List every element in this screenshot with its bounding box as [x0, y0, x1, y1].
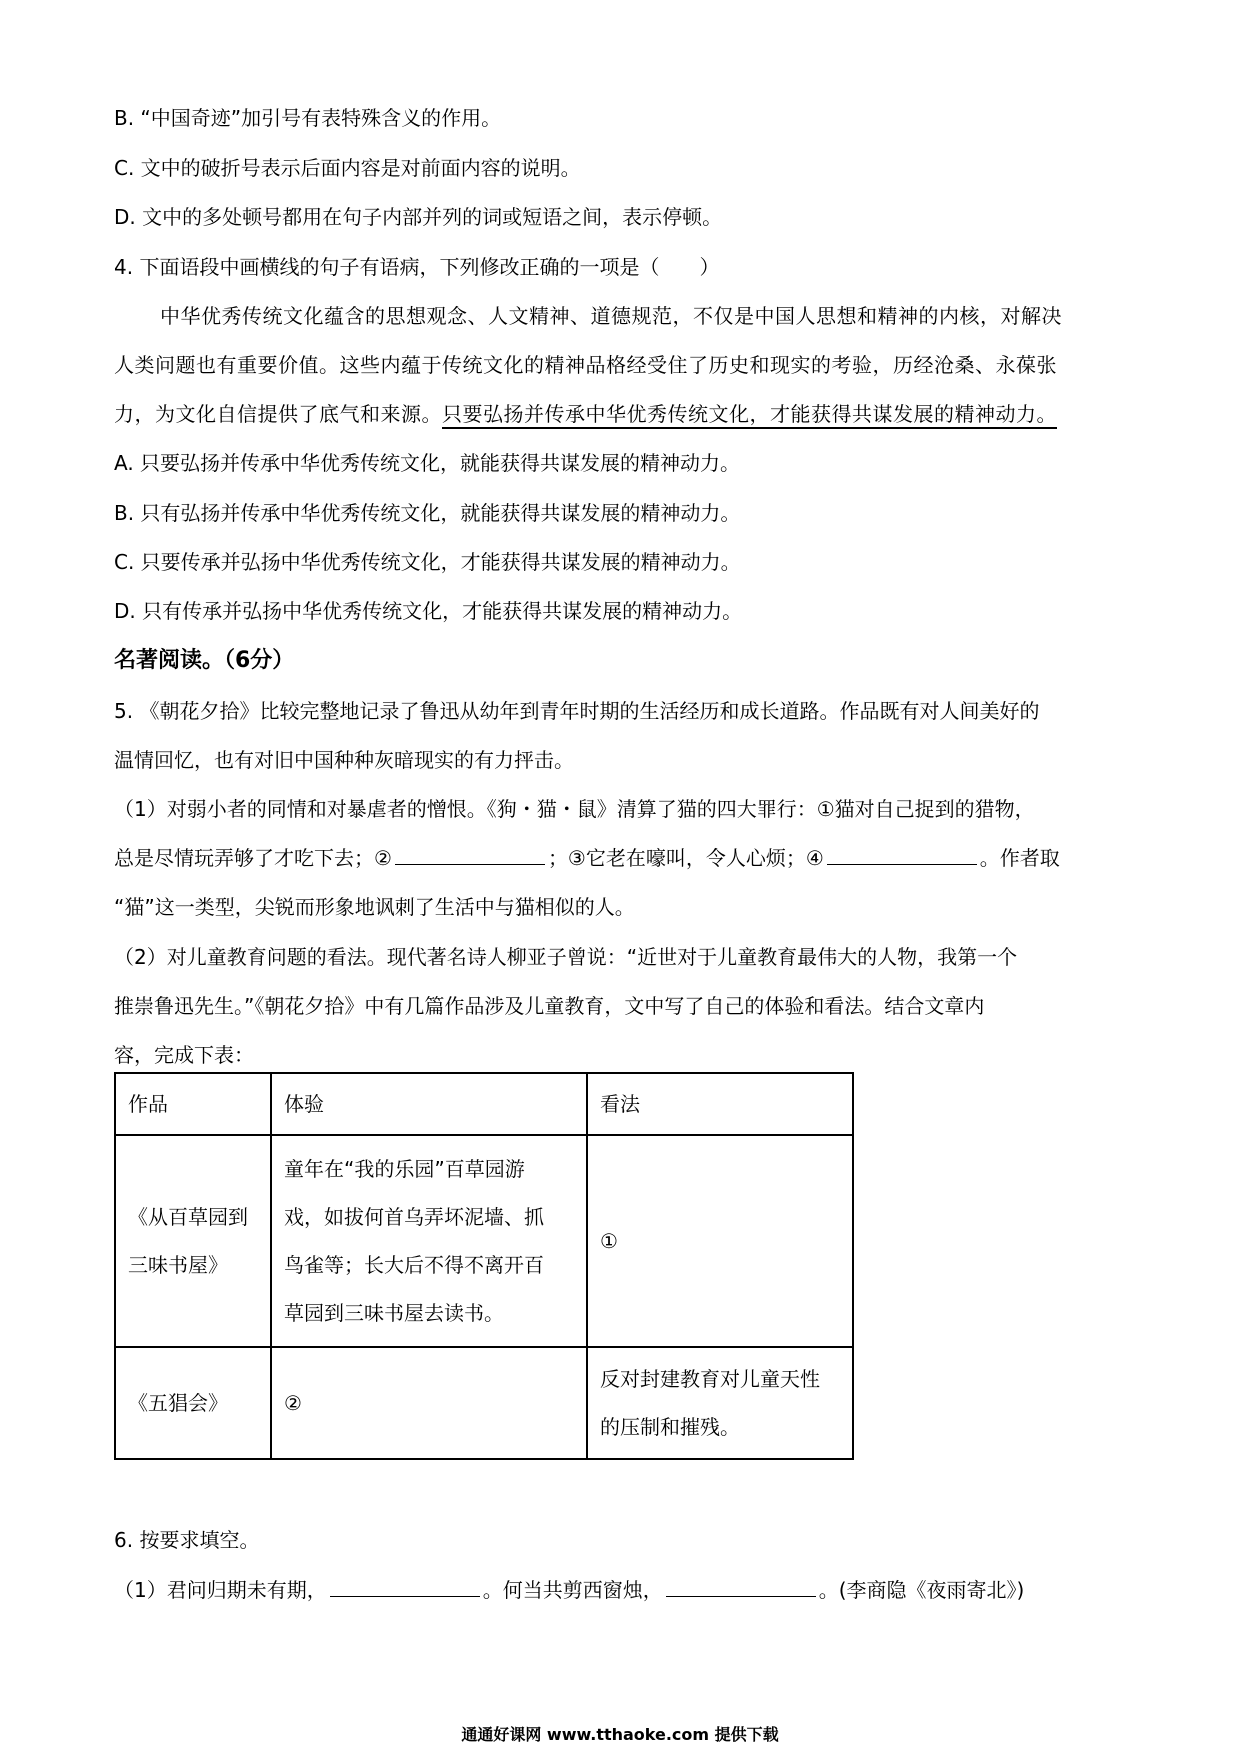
question-5-part-2-line-1: （2）对儿童教育问题的看法。现代著名诗人柳亚子曾说：“近世对于儿童教育最伟大的人物，我第一个: [114, 945, 1018, 969]
answer-blank[interactable]: [666, 1576, 816, 1597]
table-cell-work: 《五猖会》: [115, 1347, 271, 1459]
cell-line: 鸟雀等；长大后不得不离开百: [284, 1253, 544, 1277]
answer-blank[interactable]: [330, 1576, 480, 1597]
text-segment: 。何当共剪西窗烛，: [482, 1578, 663, 1602]
question-5-part-2-line-2: 推崇鲁迅先生。”《朝花夕拾》中有几篇作品涉及儿童教育，文中写了自己的体验和看法。结合文章内: [114, 994, 985, 1018]
cell-line: 的压制和摧残。: [600, 1415, 740, 1439]
cell-line: 戏，如拔何首乌弄坏泥墙、抓: [284, 1205, 544, 1229]
cell-line: 反对封建教育对儿童天性: [600, 1367, 820, 1391]
table-cell-view: [587, 1347, 853, 1459]
question-4-option-b: B. 只有弘扬并传承中华优秀传统文化，就能获得共谋发展的精神动力。: [114, 501, 741, 525]
text-segment: （1）君问归期未有期，: [114, 1578, 327, 1602]
cell-line: 童年在“我的乐园”百草园游: [284, 1157, 525, 1181]
question-6-stem: 6. 按要求填空。: [114, 1528, 260, 1552]
question-5-part-1-line-1: （1）对弱小者的同情和对暴虐者的憎恨。《狗・猫・鼠》清算了猫的四大罪行：①猫对自己捉到的猎物，: [114, 797, 1035, 821]
question-5-line-2: 温情回忆，也有对旧中国种种灰暗现实的有力抨击。: [114, 748, 574, 772]
work-experience-table: [114, 1072, 854, 1460]
table-header-experience: 体验: [271, 1073, 587, 1135]
text-segment: 总是尽情玩弄够了才吃下去；②: [114, 846, 392, 870]
question-3-option-b: B. “中国奇迹”加引号有表特殊含义的作用。: [114, 106, 502, 130]
table-cell-experience[interactable]: ②: [271, 1347, 587, 1459]
table-header-work: 作品: [115, 1073, 271, 1135]
question-4-option-c: C. 只要传承并弘扬中华优秀传统文化，才能获得共谋发展的精神动力。: [114, 550, 741, 574]
question-5-part-1-line-2: [114, 844, 1060, 872]
table-cell-view[interactable]: ①: [587, 1135, 853, 1347]
question-4-option-a: A. 只要弘扬并传承中华优秀传统文化，就能获得共谋发展的精神动力。: [114, 451, 741, 475]
question-5-line-1: 5. 《朝花夕拾》比较完整地记录了鲁迅从幼年到青年时期的生活经历和成长道路。作品既有对人间美好的: [114, 699, 1040, 723]
text-segment: 。(李商隐《夜雨寄北》): [818, 1578, 1025, 1602]
question-6-part-1: [114, 1576, 1024, 1604]
passage-line-3: [114, 400, 1057, 428]
cell-line: 草园到三味书屋去读书。: [284, 1301, 504, 1325]
question-4-option-d: D. 只有传承并弘扬中华优秀传统文化，才能获得共谋发展的精神动力。: [114, 599, 743, 623]
question-5-part-1-line-3: “猫”这一类型，尖锐而形象地讽刺了生活中与猫相似的人。: [114, 895, 635, 919]
answer-blank[interactable]: [827, 844, 977, 865]
text-segment: ；③它老在嚎叫，令人心烦；④: [547, 846, 824, 870]
question-3-option-d: D. 文中的多处顿号都用在句子内部并列的词或短语之间，表示停顿。: [114, 205, 723, 229]
table-cell-experience: [271, 1135, 587, 1347]
cell-line: 三味书屋》: [128, 1253, 228, 1277]
passage-line-1: 中华优秀传统文化蕴含的思想观念、人文精神、道德规范，不仅是中国人思想和精神的内核，对解决: [160, 304, 1062, 328]
section-heading: 名著阅读。（6分）: [114, 648, 295, 673]
answer-blank[interactable]: [395, 844, 545, 865]
passage-text: 力，为文化自信提供了底气和来源。: [114, 402, 442, 426]
table-cell-work: [115, 1135, 271, 1347]
page-footer: 通通好课网 www.tthaoke.com 提供下载: [461, 1725, 779, 1744]
cell-line: 《从百草园到: [128, 1205, 248, 1229]
underlined-sentence: 只要弘扬并传承中华优秀传统文化，才能获得共谋发展的精神动力。: [442, 402, 1057, 429]
question-5-part-2-line-3: 容，完成下表：: [114, 1043, 254, 1067]
text-segment: 。作者取: [979, 846, 1060, 870]
question-4-stem: 4. 下面语段中画横线的句子有语病，下列修改正确的一项是（ ）: [114, 255, 720, 279]
passage-line-2: 人类问题也有重要价值。这些内蕴于传统文化的精神品格经受住了历史和现实的考验，历经沧桑、永葆张: [114, 353, 1057, 377]
table-header-view: 看法: [587, 1073, 853, 1135]
question-3-option-c: C. 文中的破折号表示后面内容是对前面内容的说明。: [114, 156, 581, 180]
